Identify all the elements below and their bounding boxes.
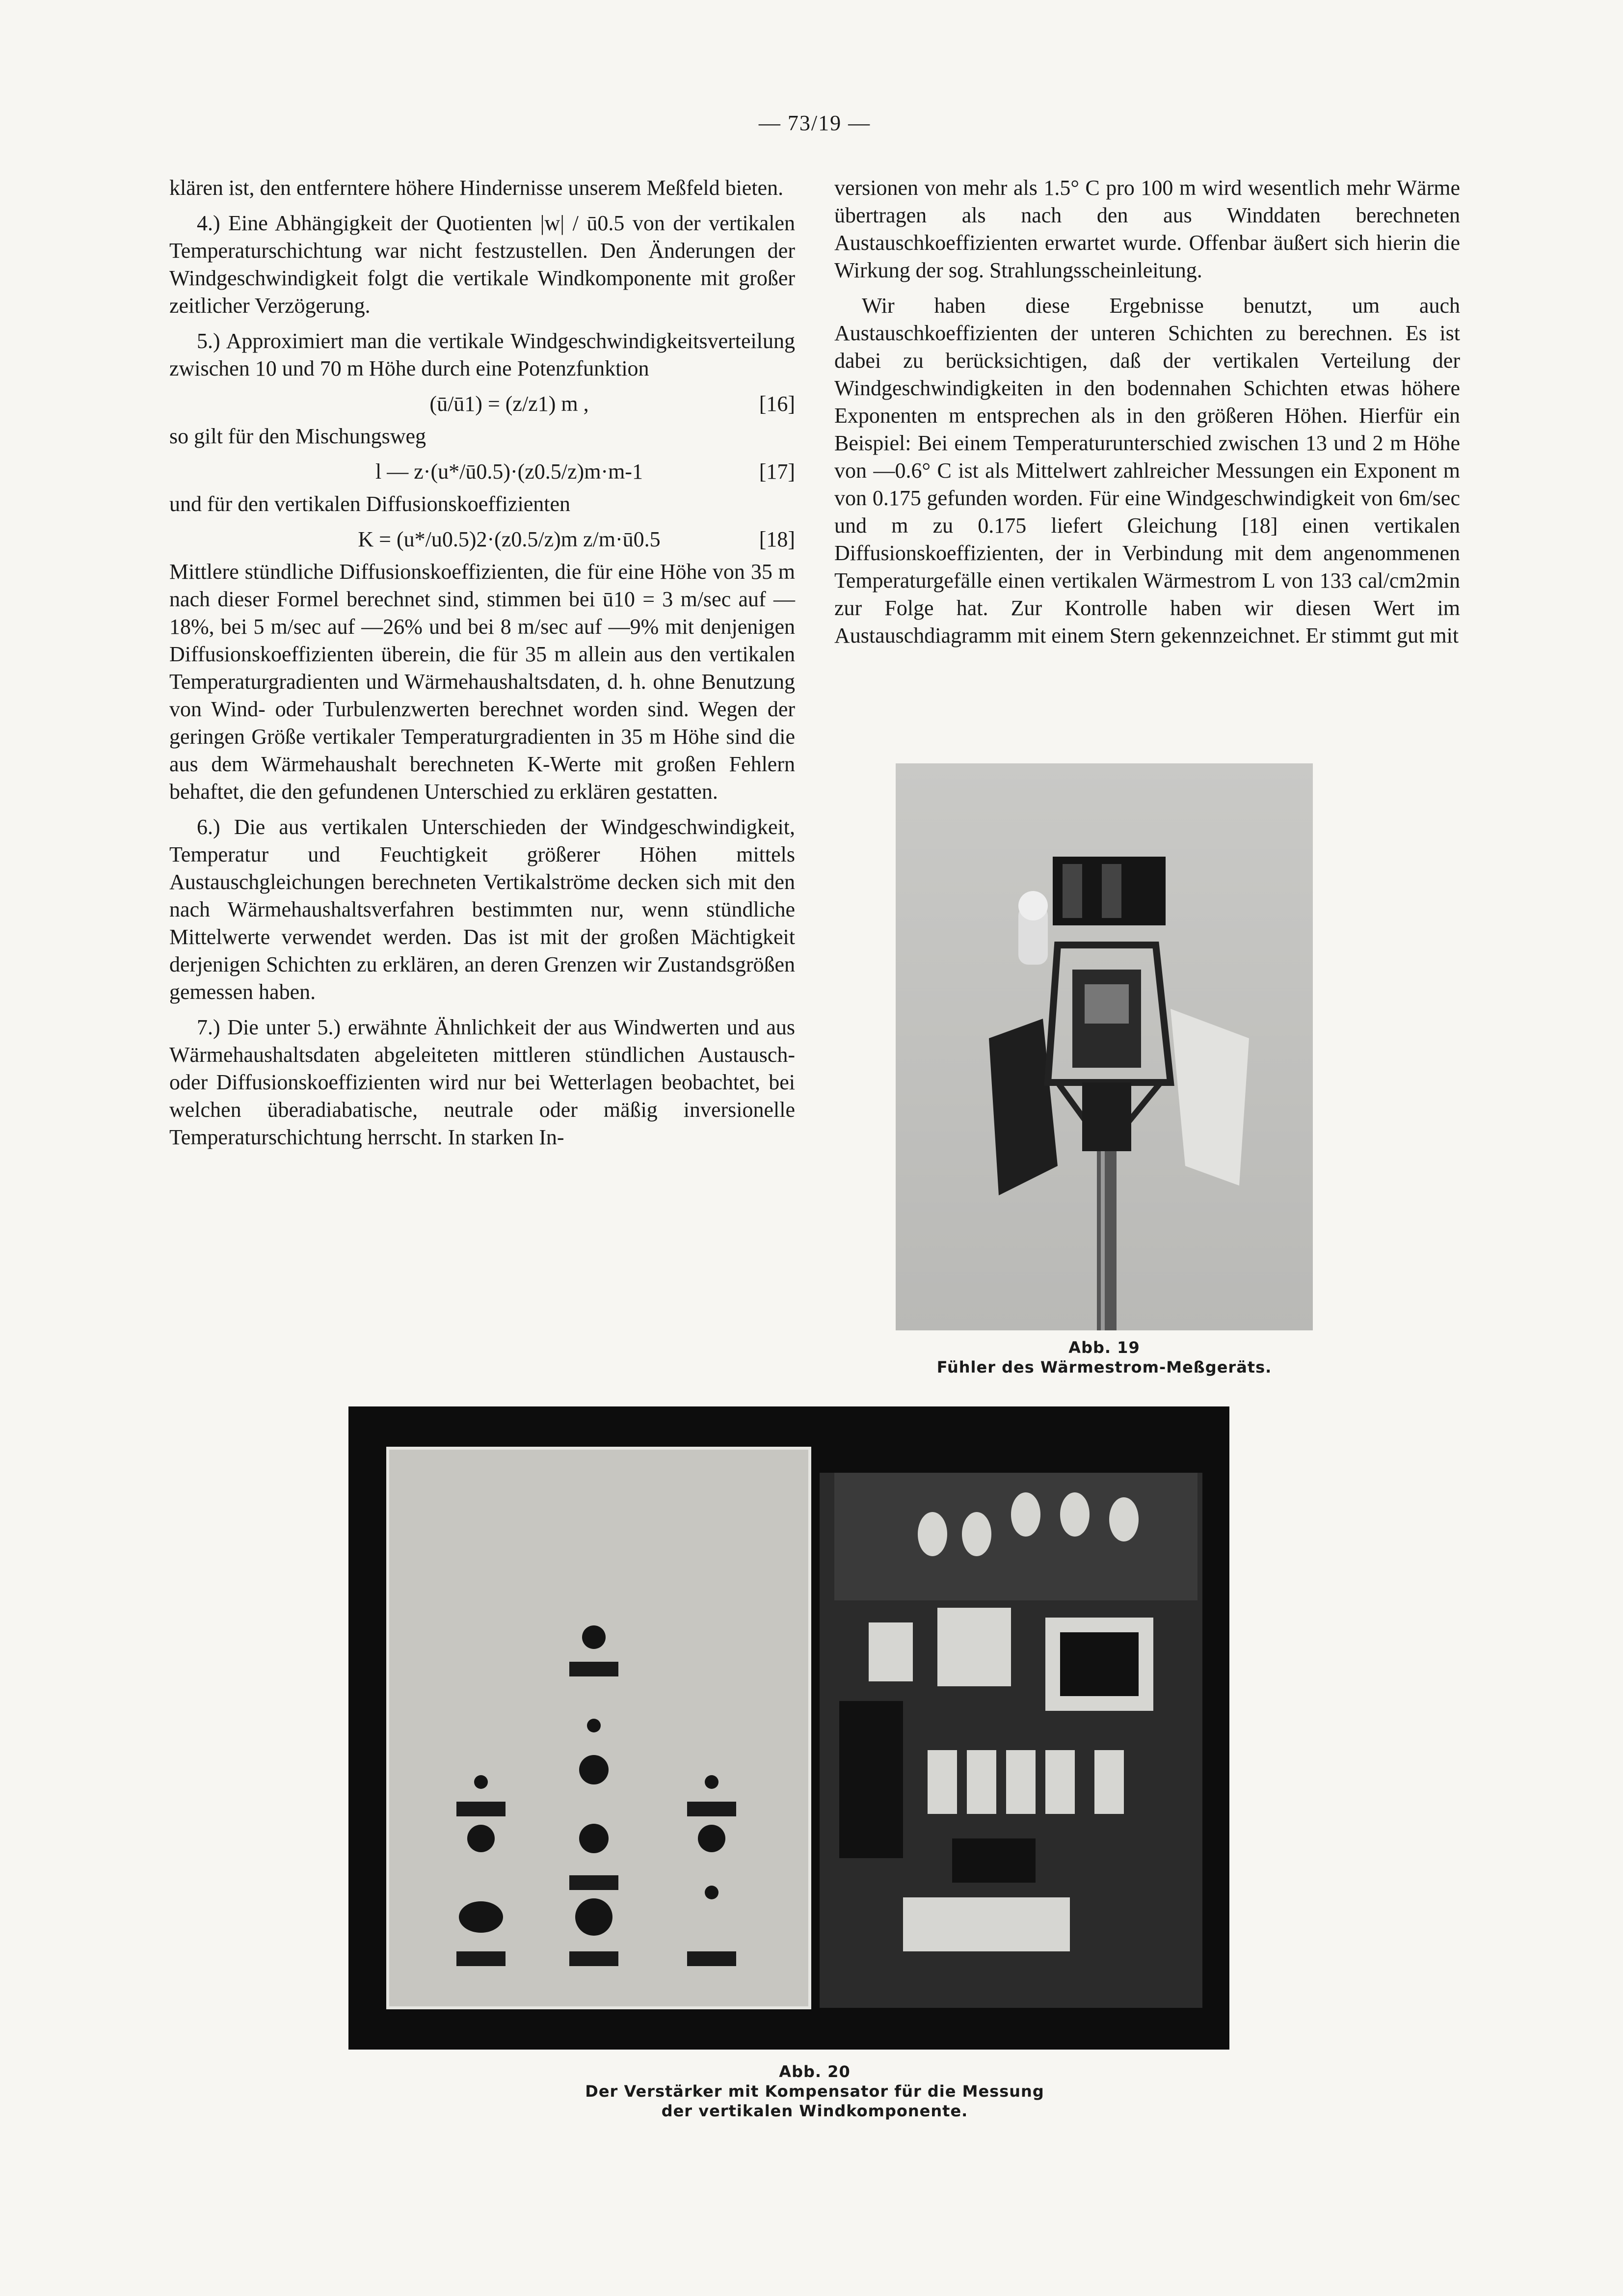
paragraph: und für den vertikalen Diffusionskoeffizienten (169, 492, 571, 516)
figure-20-caption (501, 2062, 1129, 2121)
figure-19-photo (896, 763, 1313, 1330)
figure-caption-text: Fühler des Wärmestrom-Meßgeräts. (936, 1358, 1272, 1377)
sensor-illustration (896, 763, 1313, 1330)
equation-text: (ū/ū1) = (z/z1) m , (429, 392, 589, 416)
equation-text: K = (u*/u0.5)2·(z0.5/z)m z/m·ū0.5 (358, 527, 661, 551)
figure-label: Abb. 19 (1068, 1338, 1140, 1357)
equation-text: l — z·(u*/ū0.5)·(z0.5/z)m·m-1 (375, 459, 643, 484)
figure-caption-text: der vertikalen Windkomponente. (661, 2102, 968, 2120)
paragraph: 5.) Approximiert man die vertikale Windgeschwindigkeitsverteilung zwischen 10 und 70 m Höhe durch eine Potenzfunktion (169, 329, 795, 380)
equation-number: [16] (759, 392, 795, 416)
equation-number: [17] (759, 459, 795, 484)
paragraph: so gilt für den Mischungsweg (169, 424, 426, 448)
paragraph: klären ist, den entferntere höhere Hindernisse unserem Meßfeld bieten. (169, 176, 784, 200)
right-column (834, 174, 1460, 657)
paragraph: 6.) Die aus vertikalen Unterschieden der Windgeschwindigkeit, Temperatur und Feuchtigkeit größerer Höhen mittels Austauschgleichungen berechneten Vertikalströme decken sich mit den nach Wärmehaushaltsverfahren bestimmten nur, wenn stündliche Mittelwerte verwendet werden. Das ist mit der großen Mächtigkeit derjenigen Schichten zu erklären, an deren Grenzen wir Zustandsgrößen gemessen haben. (169, 815, 795, 1004)
figure-19-caption (854, 1338, 1355, 1377)
amplifier-illustration (348, 1406, 1229, 2050)
equation-16 (169, 390, 795, 418)
paragraph: Mittlere stündliche Diffusionskoeffizienten, die für eine Höhe von 35 m nach dieser Formel berechnet sind, stimmen bei ū10 = 3 m/sec auf —18%, bei 5 m/sec auf —26% und bei 8 m/sec auf —9% mit denjenigen Diffusionskoeffizienten überein, die für 35 m allein aus den vertikalen Temperaturgradienten und Wärmehaushaltsdaten, d. h. ohne Benutzung von Wind- oder Turbulenzwerten berechnet worden sind. Wegen der geringen Größe vertikaler Temperaturgradienten in 35 m Höhe sind die aus dem Wärmehaushalt berechneten K-Werte mit großen Fehlern behaftet, die den gefundenen Unterschied zu erklären gestatten. (169, 560, 795, 804)
paragraph: 4.) Eine Abhängigkeit der Quotienten |w| / ū0.5 von der vertikalen Temperaturschichtung war nicht festzustellen. Den Änderungen der Windgeschwindigkeit folgt die vertikale Windkomponente mit großer zeitlicher Verzögerung. (169, 211, 795, 318)
page-number: — 73/19 — (758, 111, 871, 135)
figure-label: Abb. 20 (779, 2062, 851, 2081)
equation-number: [18] (759, 527, 795, 551)
left-column (169, 174, 795, 1159)
paragraph: versionen von mehr als 1.5° C pro 100 m wird wesentlich mehr Wärme übertragen als nach den aus Winddaten berechneten Austauschkoeffizienten erwartet wurde. Offenbar äußert sich hierin die Wirkung der sog. Strahlungsscheinleitung. (834, 176, 1460, 282)
equation-18 (169, 526, 795, 553)
paragraph: Wir haben diese Ergebnisse benutzt, um auch Austauschkoeffizienten der unteren Schichten zu berechnen. Es ist dabei zu berücksichtigen, daß der vertikalen Verteilung der Windgeschwindigkeiten in den bodennahen Schichten etwas höhere Exponenten m entsprechen als in den größeren Höhen. Hierfür ein Beispiel: Bei einem Temperaturunterschied zwischen 13 und 2 m Höhe von —0.6° C ist als Mittelwert zahlreicher Messungen ein Exponent m von 0.175 gefunden worden. Für eine Windgeschwindigkeit von 6m/sec und m zu 0.175 liefert Gleichung [18] einen vertikalen Diffusionskoeffizienten, der in Verbindung mit dem angenommenen Temperaturgefälle einen vertikalen Wärmestrom L von 133 cal/cm2min zur Folge hat. Zur Kontrolle haben wir diesen Wert im Austauschdiagramm mit einem Stern gekennzeichnet. Er stimmt gut mit (834, 294, 1460, 648)
paragraph: 7.) Die unter 5.) erwähnte Ähnlichkeit der aus Windwerten und aus Wärmehaushaltsdaten abgeleiteten mittleren stündlichen Austausch- oder Diffusionskoeffizienten wird nur bei Wetterlagen beobachtet, bei welchen überadiabatische, neutrale oder mäßig inversionelle Temperaturschichtung herrscht. In starken In- (169, 1015, 795, 1149)
equation-17 (169, 458, 795, 486)
figure-caption-text: Der Verstärker mit Kompensator für die Messung (585, 2082, 1044, 2101)
figure-20-photo (348, 1406, 1229, 2050)
